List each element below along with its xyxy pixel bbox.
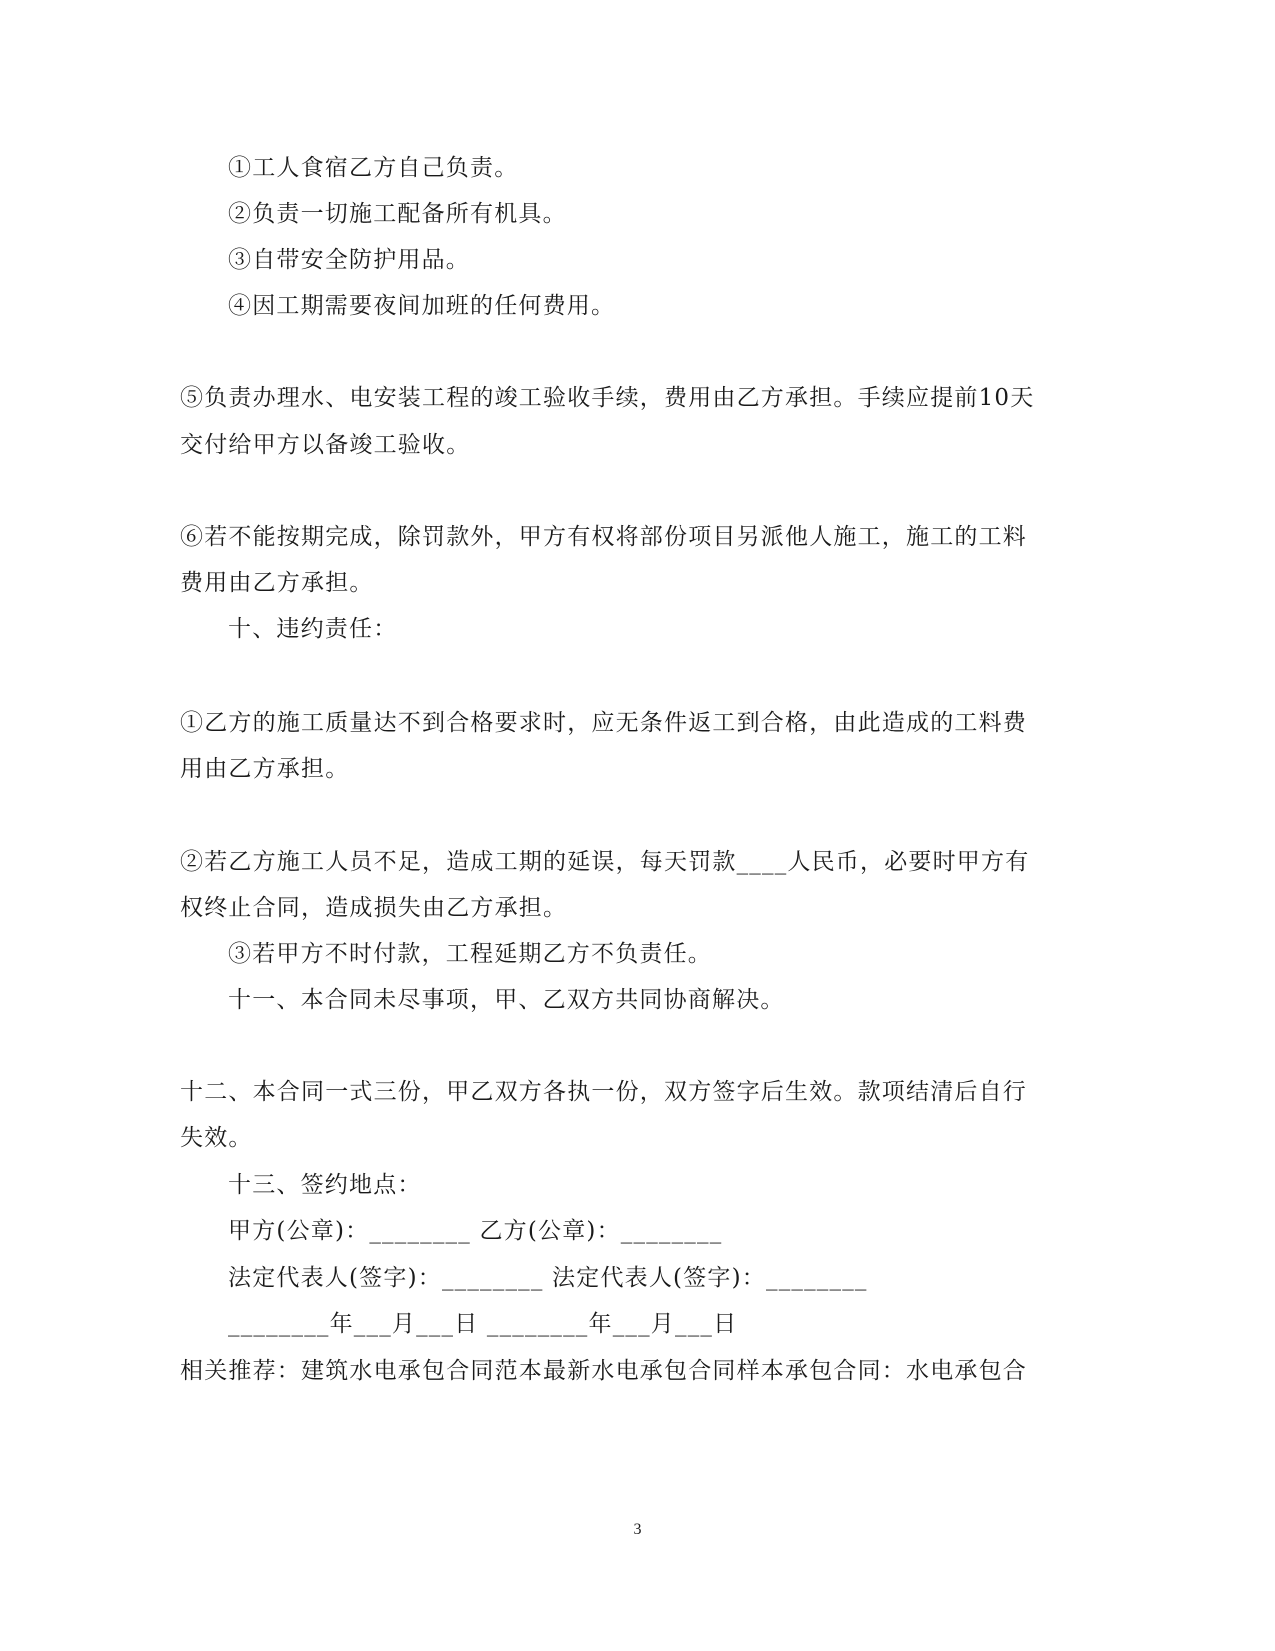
clause-item-4: ④因工期需要夜间加班的任何费用。 — [228, 293, 616, 319]
party-seal-line: 甲方(公章)：________ 乙方(公章)：________ — [228, 1218, 723, 1244]
page-number: 3 — [633, 1521, 642, 1538]
section-twelve-line-2: 失效。 — [180, 1125, 253, 1151]
clause-item-1: ①工人食宿乙方自己负责。 — [228, 155, 519, 181]
breach-item-1-line-1: ①乙方的施工质量达不到合格要求时，应无条件返工到合格，由此造成的工料费 — [180, 710, 1027, 736]
breach-item-2-line-2: 权终止合同，造成损失由乙方承担。 — [180, 895, 568, 921]
legal-rep-signature-line: 法定代表人(签字)：________ 法定代表人(签字)：________ — [228, 1265, 868, 1291]
clause-item-2: ②负责一切施工配备所有机具。 — [228, 201, 567, 227]
section-twelve-line-1: 十二、本合同一式三份，甲乙双方各执一份，双方签字后生效。款项结清后自行 — [180, 1079, 1027, 1105]
section-thirteen: 十三、签约地点： — [228, 1172, 422, 1198]
clause-item-3: ③自带安全防护用品。 — [228, 247, 470, 273]
clause-item-6-line-2: 费用由乙方承担。 — [180, 570, 374, 596]
section-eleven: 十一、本合同未尽事项，甲、乙双方共同协商解决。 — [228, 987, 785, 1013]
breach-item-3: ③若甲方不时付款，工程延期乙方不负责任。 — [228, 941, 712, 967]
clause-item-6-line-1: ⑥若不能按期完成，除罚款外，甲方有权将部份项目另派他人施工，施工的工料 — [180, 524, 1027, 550]
section-heading-breach: 十、违约责任： — [228, 616, 398, 642]
date-line: ________年___月___日 ________年___月___日 — [228, 1311, 738, 1337]
related-recommendations: 相关推荐：建筑水电承包合同范本最新水电承包合同样本承包合同：水电承包合 — [180, 1358, 1027, 1384]
clause-item-5-line-1: ⑤负责办理水、电安装工程的竣工验收手续，费用由乙方承担。手续应提前10天 — [180, 385, 1035, 411]
breach-item-1-line-2: 用由乙方承担。 — [180, 756, 350, 782]
breach-item-2-line-1: ②若乙方施工人员不足，造成工期的延误，每天罚款____人民币，必要时甲方有 — [180, 849, 1030, 875]
clause-item-5-line-2: 交付给甲方以备竣工验收。 — [180, 432, 471, 458]
